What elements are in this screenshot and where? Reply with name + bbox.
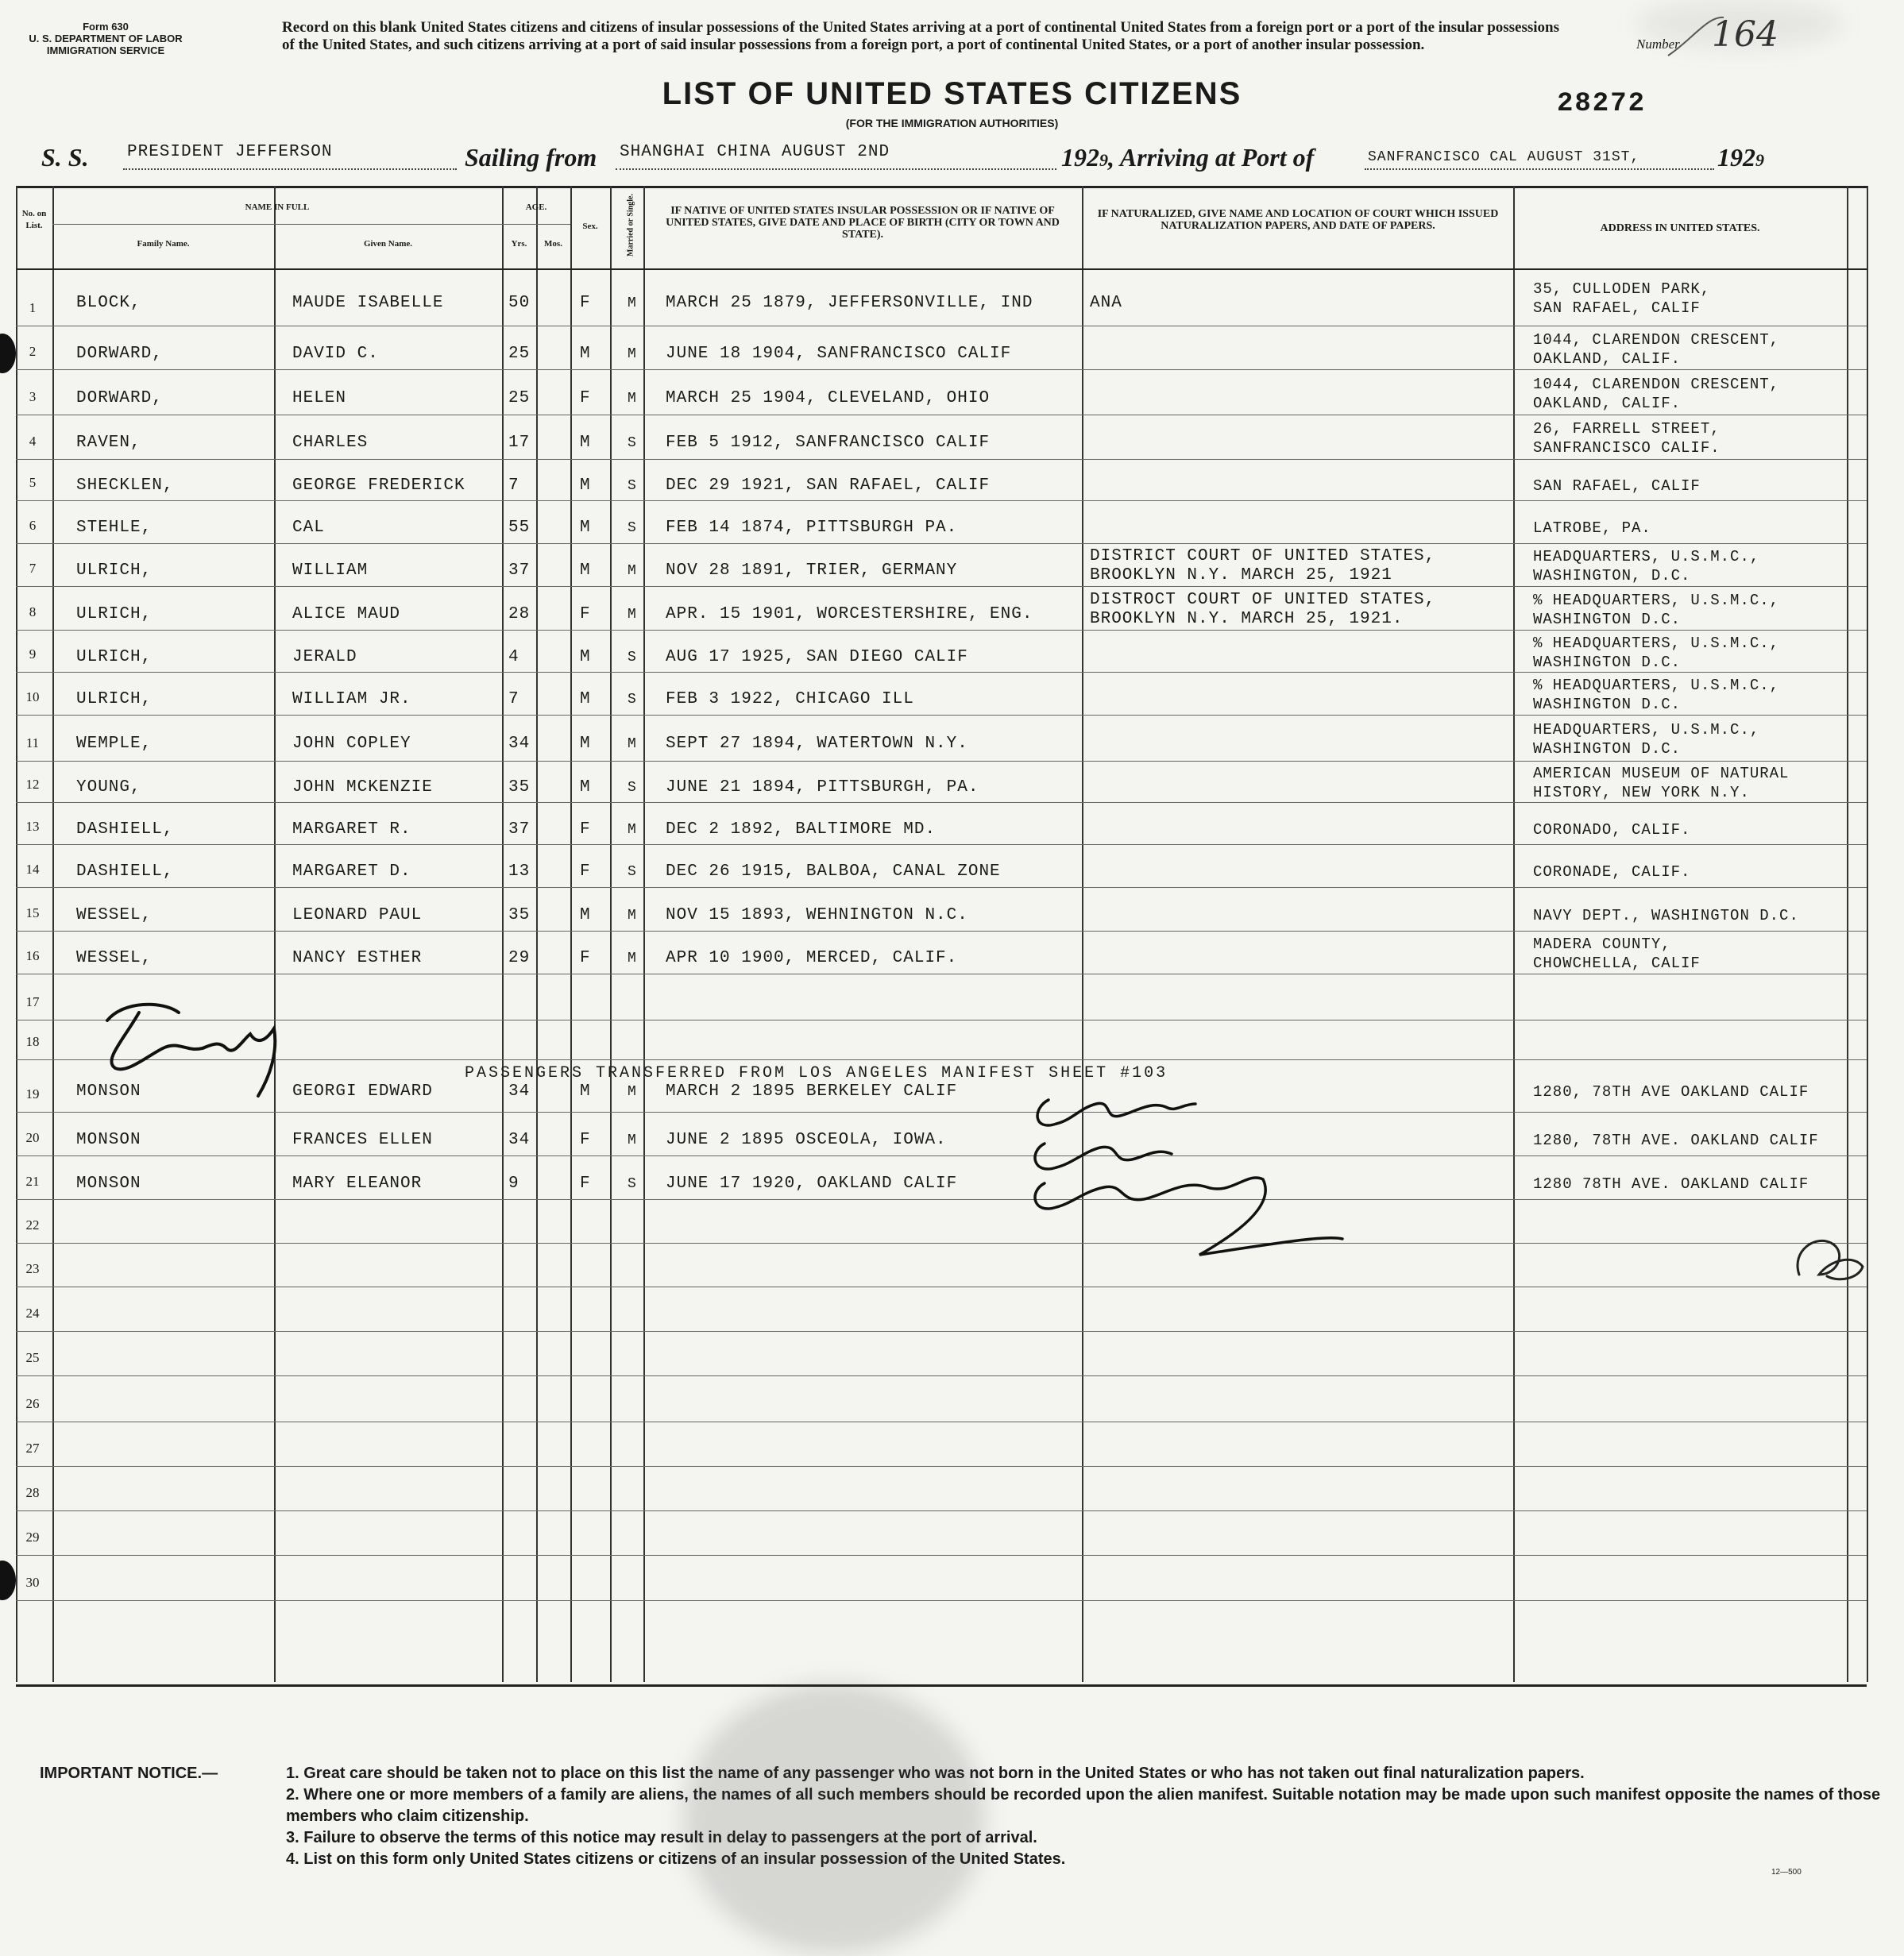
given-name-cell: FRANCES ELLEN (292, 1130, 433, 1149)
record-instruction: Record on this blank United States citizens and citizens of insular possessions of the United States arriving at a port of continental United States from a foreign port or a port of the insular possessions of the United States, and such citizens arriving at a port of said insular possessions from a foreign port, a port of continental United States, or a port of another insular possession. (282, 19, 1560, 53)
row-separator (16, 586, 1867, 587)
birth-cell: MARCH 25 1904, CLEVELAND, OHIO (666, 388, 991, 407)
marital-status-cell: S (628, 649, 637, 666)
marital-status-cell: M (628, 821, 637, 838)
col-line (16, 186, 17, 1682)
row-separator (16, 1199, 1867, 1200)
address-cell-line1: NAVY DEPT., WASHINGTON D.C. (1533, 906, 1799, 924)
row-separator (16, 1243, 1867, 1244)
ss-label: S. S. (41, 143, 89, 172)
handwritten-family-annotation (91, 985, 314, 1104)
row-number: 26 (25, 1396, 40, 1411)
address-cell-line1: 26, FARRELL STREET, (1533, 420, 1721, 438)
sex-cell: F (580, 1174, 591, 1193)
birth-cell: DEC 26 1915, BALBOA, CANAL ZONE (666, 862, 1001, 881)
address-cell-line2: WASHINGTON, D.C. (1533, 567, 1691, 584)
sailing-year-digit: 9 (1099, 150, 1108, 170)
footer-code: 12—500 (1771, 1868, 1802, 1877)
given-name-cell: NANCY ESTHER (292, 949, 423, 967)
punch-hole (0, 334, 16, 373)
row-number: 24 (25, 1306, 40, 1321)
family-name-cell: MONSON (76, 1130, 141, 1149)
marital-status-cell: M (628, 606, 637, 623)
row-number: 13 (25, 819, 40, 834)
row-separator (16, 1375, 1867, 1376)
address-cell-line1: % HEADQUARTERS, U.S.M.C., (1533, 634, 1780, 652)
family-name-cell: WEMPLE, (76, 735, 153, 753)
family-name-cell: MONSON (76, 1082, 141, 1101)
scan-smudge (1636, 0, 1843, 48)
form-number: Form 630 (83, 21, 129, 33)
handwritten-signature (1025, 1084, 1358, 1275)
notice-heading: IMPORTANT NOTICE.— (40, 1765, 218, 1782)
birth-cell: DEC 2 1892, BALTIMORE MD. (666, 820, 937, 839)
sailing-underline (616, 168, 1056, 170)
sailing-year-prefix: 192 (1061, 143, 1099, 172)
header-age: AGE. (525, 203, 547, 212)
given-name-cell: MARY ELEANOR (292, 1174, 423, 1193)
row-number: 19 (25, 1086, 40, 1101)
row-number: 1 (29, 300, 37, 315)
scan-smudge (683, 1684, 985, 1954)
birth-cell: SEPT 27 1894, WATERTOWN N.Y. (666, 735, 968, 753)
given-name-cell: MAUDE ISABELLE (292, 294, 444, 312)
given-name-cell: DAVID C. (292, 344, 379, 363)
header-yrs: Yrs. (511, 239, 527, 249)
row-separator (16, 1331, 1867, 1332)
family-name-cell: YOUNG, (76, 778, 141, 797)
arriving-port: SANFRANCISCO CAL AUGUST 31ST, (1368, 149, 1640, 165)
notice-item-1: 1. Great care should be taken not to place on this list the name of any passenger who was not born in the United States or who has not taken out final naturalization papers. (286, 1765, 1585, 1782)
header-married-single: Married or Single. (626, 194, 635, 257)
row-number: 5 (29, 475, 37, 490)
birth-cell: JUNE 18 1904, SANFRANCISCO CALIF (666, 344, 1012, 363)
birth-cell: JUNE 2 1895 OSCEOLA, IOWA. (666, 1130, 947, 1149)
sex-cell: M (580, 344, 591, 363)
address-cell-line2: WASHINGTON D.C. (1533, 696, 1682, 713)
service-name: IMMIGRATION SERVICE (46, 44, 165, 56)
marital-status-cell: S (628, 1175, 637, 1192)
given-name-cell: ALICE MAUD (292, 604, 401, 623)
col-line (610, 186, 612, 1682)
naturalization-cell-line2: BROOKLYN N.Y. MARCH 25, 1921 (1090, 566, 1392, 584)
address-cell-line2: WASHINGTON D.C. (1533, 653, 1682, 671)
age-years-cell: 17 (508, 434, 531, 452)
col-line (570, 186, 572, 1682)
address-cell-line2: OAKLAND, CALIF. (1533, 349, 1682, 368)
sex-cell: F (580, 1130, 591, 1149)
header-divider (502, 224, 570, 225)
family-name-cell: ULRICH, (76, 604, 153, 623)
row-separator (16, 1155, 1867, 1156)
marital-status-cell: S (628, 435, 637, 451)
age-years-cell: 34 (508, 1130, 531, 1149)
sex-cell: M (580, 905, 591, 924)
arriving-year-prefix: 192 (1717, 143, 1755, 172)
sailing-label: Sailing from (465, 143, 597, 172)
birth-cell: APR 10 1900, MERCED, CALIF. (666, 949, 958, 967)
given-name-cell: LEONARD PAUL (292, 905, 423, 924)
age-years-cell: 7 (508, 476, 519, 495)
marital-status-cell: M (628, 951, 637, 966)
row-separator (16, 1466, 1867, 1467)
col-line (1513, 186, 1515, 1682)
birth-cell: DEC 29 1921, SAN RAFAEL, CALIF (666, 476, 991, 495)
row-separator (16, 369, 1867, 370)
col-line (643, 186, 645, 1682)
address-cell-line1: 1044, CLARENDON CRESCENT, (1533, 330, 1780, 349)
age-years-cell: 13 (508, 862, 531, 881)
birth-cell: NOV 15 1893, WEHNINGTON N.C. (666, 905, 968, 924)
age-years-cell: 7 (508, 690, 519, 708)
form-meta (14, 21, 197, 56)
row-separator (16, 931, 1867, 932)
marital-status-cell: M (628, 563, 637, 579)
header-family-name: Family Name. (137, 239, 190, 249)
given-name-cell: MARGARET R. (292, 820, 411, 839)
given-name-cell: MARGARET D. (292, 862, 411, 881)
address-cell-line1: HEADQUARTERS, U.S.M.C., (1533, 548, 1760, 565)
address-cell-line1: CORONADO, CALIF. (1533, 820, 1691, 839)
row-number: 16 (25, 948, 40, 963)
row-number: 27 (25, 1441, 40, 1456)
sex-cell: M (580, 1082, 591, 1101)
notice-item-4: 4. List on this form only United States citizens or citizens of an insular possession of the United States. (286, 1850, 1066, 1868)
row-number: 25 (25, 1350, 40, 1365)
address-cell-line2: SAN RAFAEL, CALIF (1533, 299, 1701, 317)
marital-status-cell: S (628, 478, 637, 494)
naturalization-cell-line2: BROOKLYN N.Y. MARCH 25, 1921. (1090, 609, 1404, 628)
sex-cell: F (580, 604, 591, 623)
row-number: 30 (25, 1575, 40, 1590)
row-separator (16, 543, 1867, 544)
row-separator (16, 1600, 1867, 1601)
header-address: ADDRESS IN UNITED STATES. (1600, 222, 1760, 234)
header-bottom-rule (16, 268, 1867, 270)
page-subtitle: (FOR THE IMMIGRATION AUTHORITIES) (845, 117, 1059, 129)
age-years-cell: 4 (508, 647, 519, 666)
sex-cell: M (580, 476, 591, 495)
row-separator (16, 1510, 1867, 1511)
age-years-cell: 37 (508, 561, 531, 580)
col-line (1867, 186, 1868, 1682)
col-line (1847, 186, 1848, 1682)
sex-cell: F (580, 949, 591, 967)
row-number: 8 (29, 604, 37, 619)
header-divider (52, 224, 502, 225)
marital-status-cell: M (628, 390, 637, 407)
notice-item-3: 3. Failure to observe the terms of this notice may result in delay to passengers at the port of arrival. (286, 1829, 1037, 1846)
family-name-cell: MONSON (76, 1174, 141, 1193)
handwritten-initials (1783, 1227, 1871, 1290)
age-years-cell: 34 (508, 1082, 531, 1101)
row-number: 11 (25, 735, 40, 750)
row-number: 21 (25, 1174, 40, 1189)
given-name-cell: GEORGI EDWARD (292, 1082, 433, 1101)
birth-cell: FEB 5 1912, SANFRANCISCO CALIF (666, 434, 991, 452)
header-naturalized: IF NATURALIZED, GIVE NAME AND LOCATION OF COURT WHICH ISSUED NATURALIZATION PAPERS, AND DATE OF PAPERS. (1097, 208, 1499, 232)
marital-status-cell: S (628, 780, 637, 796)
arriving-label: , Arriving at Port of (1108, 143, 1315, 172)
sex-cell: M (580, 690, 591, 708)
address-cell-line1: SAN RAFAEL, CALIF (1533, 477, 1701, 495)
marital-status-cell: M (628, 295, 637, 311)
age-years-cell: 34 (508, 735, 531, 753)
family-name-cell: RAVEN, (76, 434, 141, 452)
row-separator (16, 500, 1867, 501)
address-cell-line2: SANFRANCISCO CALIF. (1533, 439, 1721, 457)
row-number: 6 (29, 518, 37, 533)
sex-cell: F (580, 294, 591, 312)
row-separator (16, 715, 1867, 716)
marital-status-cell: S (628, 864, 637, 880)
marital-status-cell: S (628, 692, 637, 708)
given-name-cell: HELEN (292, 388, 347, 407)
address-cell-line1: 1044, CLARENDON CRESCENT, (1533, 375, 1780, 393)
sex-cell: M (580, 434, 591, 452)
family-name-cell: STEHLE, (76, 519, 153, 537)
naturalization-cell-line1: ANA (1090, 294, 1122, 312)
address-cell-line1: LATROBE, PA. (1533, 519, 1651, 537)
age-years-cell: 9 (508, 1174, 519, 1193)
birth-cell: NOV 28 1891, TRIER, GERMANY (666, 561, 958, 580)
sheet-number: 28272 (1557, 89, 1647, 119)
age-years-cell: 50 (508, 294, 531, 312)
address-cell-line1: HEADQUARTERS, U.S.M.C., (1533, 721, 1760, 739)
family-name-cell: DORWARD, (76, 388, 163, 407)
birth-cell: AUG 17 1925, SAN DIEGO CALIF (666, 647, 968, 666)
sex-cell: M (580, 735, 591, 753)
birth-cell: JUNE 17 1920, OAKLAND CALIF (666, 1174, 958, 1193)
given-name-cell: JERALD (292, 647, 357, 666)
row-number: 14 (25, 862, 40, 877)
row-number: 29 (25, 1530, 40, 1545)
age-years-cell: 29 (508, 949, 531, 967)
address-cell-line1: MADERA COUNTY, (1533, 936, 1671, 953)
given-name-cell: CHARLES (292, 434, 369, 452)
birth-cell: FEB 3 1922, CHICAGO ILL (666, 690, 914, 708)
header-no-on-list: No. on List. (21, 209, 47, 230)
row-number: 12 (25, 777, 40, 792)
marital-status-cell: S (628, 520, 637, 536)
given-name-cell: CAL (292, 519, 325, 537)
header-sex: Sex. (582, 222, 598, 231)
given-name-cell: JOHN COPLEY (292, 735, 411, 753)
family-name-cell: DASHIELL, (76, 862, 174, 881)
given-name-cell: WILLIAM JR. (292, 690, 411, 708)
age-years-cell: 25 (508, 344, 531, 363)
sex-cell: F (580, 820, 591, 839)
family-name-cell: DASHIELL, (76, 820, 174, 839)
sex-cell: M (580, 647, 591, 666)
row-separator (16, 459, 1867, 460)
row-separator (16, 802, 1867, 803)
birth-cell: MARCH 2 1895 BERKELEY CALIF (666, 1082, 958, 1101)
family-name-cell: DORWARD, (76, 344, 163, 363)
sex-cell: M (580, 561, 591, 580)
col-line (52, 186, 54, 1682)
row-separator (16, 1555, 1867, 1556)
address-cell-line2: OAKLAND, CALIF. (1533, 394, 1682, 412)
birth-cell: APR. 15 1901, WORCESTERSHIRE, ENG. (666, 604, 1033, 623)
row-separator (16, 761, 1867, 762)
row-number: 15 (25, 905, 40, 920)
age-years-cell: 35 (508, 778, 531, 797)
family-name-cell: SHECKLEN, (76, 476, 174, 495)
sex-cell: M (580, 519, 591, 537)
address-cell-line2: WASHINGTON D.C. (1533, 740, 1682, 758)
marital-status-cell: M (628, 1132, 637, 1148)
birth-cell: FEB 14 1874, PITTSBURGH PA. (666, 519, 958, 537)
transfer-note: PASSENGERS TRANSFERRED FROM LOS ANGELES MANIFEST SHEET #103 (465, 1064, 1168, 1082)
naturalization-cell-line1: DISTROCT COURT OF UNITED STATES, (1090, 590, 1436, 609)
number-value: 164 (1712, 14, 1778, 55)
col-line (274, 186, 276, 1682)
col-line (502, 186, 504, 1682)
age-years-cell: 35 (508, 905, 531, 924)
marital-status-cell: M (628, 345, 637, 362)
header-mos: Mos. (544, 239, 562, 249)
address-cell-line1: % HEADQUARTERS, U.S.M.C., (1533, 591, 1780, 609)
birth-cell: MARCH 25 1879, JEFFERSONVILLE, IND (666, 294, 1033, 312)
punch-hole (0, 1561, 16, 1600)
naturalization-cell-line1: DISTRICT COURT OF UNITED STATES, (1090, 547, 1436, 565)
family-name-cell: ULRICH, (76, 561, 153, 580)
age-years-cell: 28 (508, 604, 531, 623)
birth-cell: JUNE 21 1894, PITTSBURGH, PA. (666, 778, 979, 797)
marital-status-cell: M (628, 1084, 637, 1100)
ship-underline (123, 168, 457, 170)
header-name-in-full: NAME IN FULL (245, 203, 310, 212)
row-number: 17 (25, 994, 40, 1009)
marital-status-cell: M (628, 736, 637, 752)
header-birth: IF NATIVE OF UNITED STATES INSULAR POSSESSION OR IF NATIVE OF UNITED STATES, GIVE DATE AND PLACE OF BIRTH (CITY OR TOWN AND STATE). (666, 205, 1060, 241)
row-number: 23 (25, 1261, 40, 1276)
age-years-cell: 37 (508, 820, 531, 839)
row-number: 3 (29, 389, 37, 404)
address-cell-line1: % HEADQUARTERS, U.S.M.C., (1533, 677, 1780, 694)
family-name-cell: WESSEL, (76, 949, 153, 967)
header-given-name: Given Name. (363, 239, 413, 249)
row-separator (16, 887, 1867, 888)
address-cell-line1: CORONADE, CALIF. (1533, 863, 1691, 881)
number-label: Number (1636, 37, 1680, 52)
row-separator (16, 1112, 1867, 1113)
row-number: 28 (25, 1485, 40, 1500)
row-number: 9 (29, 646, 37, 662)
address-cell-line1: 1280, 78TH AVE. OAKLAND CALIF (1533, 1131, 1819, 1149)
given-name-cell: WILLIAM (292, 561, 369, 580)
address-cell-line2: CHOWCHELLA, CALIF (1533, 955, 1701, 972)
notice-item-2: 2. Where one or more members of a family are aliens, the names of all such members should be recorded upon the alien manifest. Suitable notation may be made upon such manifest opposite the names of those members who claim citizenship. (286, 1786, 1881, 1825)
row-separator (16, 672, 1867, 673)
arriving-year-digit: 9 (1755, 150, 1764, 170)
arriving-underline (1365, 168, 1714, 170)
address-cell-line1: AMERICAN MUSEUM OF NATURAL (1533, 765, 1790, 782)
col-line (536, 186, 538, 1682)
row-separator (16, 844, 1867, 845)
page-title: LIST OF UNITED STATES CITIZENS (662, 76, 1242, 111)
department-name: U. S. DEPARTMENT OF LABOR (29, 33, 183, 44)
row-number: 4 (29, 434, 37, 449)
row-number: 20 (25, 1130, 40, 1145)
age-years-cell: 55 (508, 519, 531, 537)
row-number: 10 (25, 689, 40, 704)
address-cell-line2: HISTORY, NEW YORK N.Y. (1533, 784, 1750, 801)
row-separator (16, 630, 1867, 631)
address-cell-line1: 1280 78TH AVE. OAKLAND CALIF (1533, 1175, 1809, 1193)
address-cell-line1: 1280, 78TH AVE OAKLAND CALIF (1533, 1083, 1809, 1101)
row-number: 22 (25, 1217, 40, 1233)
sex-cell: F (580, 388, 591, 407)
address-cell-line1: 35, CULLODEN PARK, (1533, 280, 1711, 298)
row-number: 7 (29, 561, 37, 576)
given-name-cell: GEORGE FREDERICK (292, 476, 465, 495)
family-name-cell: ULRICH, (76, 690, 153, 708)
ship-name: PRESIDENT JEFFERSON (127, 143, 333, 161)
address-cell-line2: WASHINGTON D.C. (1533, 610, 1682, 628)
marital-status-cell: M (628, 907, 637, 924)
given-name-cell: JOHN MCKENZIE (292, 778, 433, 797)
sailing-from: SHANGHAI CHINA AUGUST 2ND (620, 143, 890, 161)
row-number: 2 (29, 344, 37, 359)
age-years-cell: 25 (508, 388, 531, 407)
family-name-cell: ULRICH, (76, 647, 153, 666)
col-line (1082, 186, 1083, 1682)
sex-cell: M (580, 778, 591, 797)
family-name-cell: WESSEL, (76, 905, 153, 924)
family-name-cell: BLOCK, (76, 294, 141, 312)
row-number: 18 (25, 1034, 40, 1049)
sex-cell: F (580, 862, 591, 881)
